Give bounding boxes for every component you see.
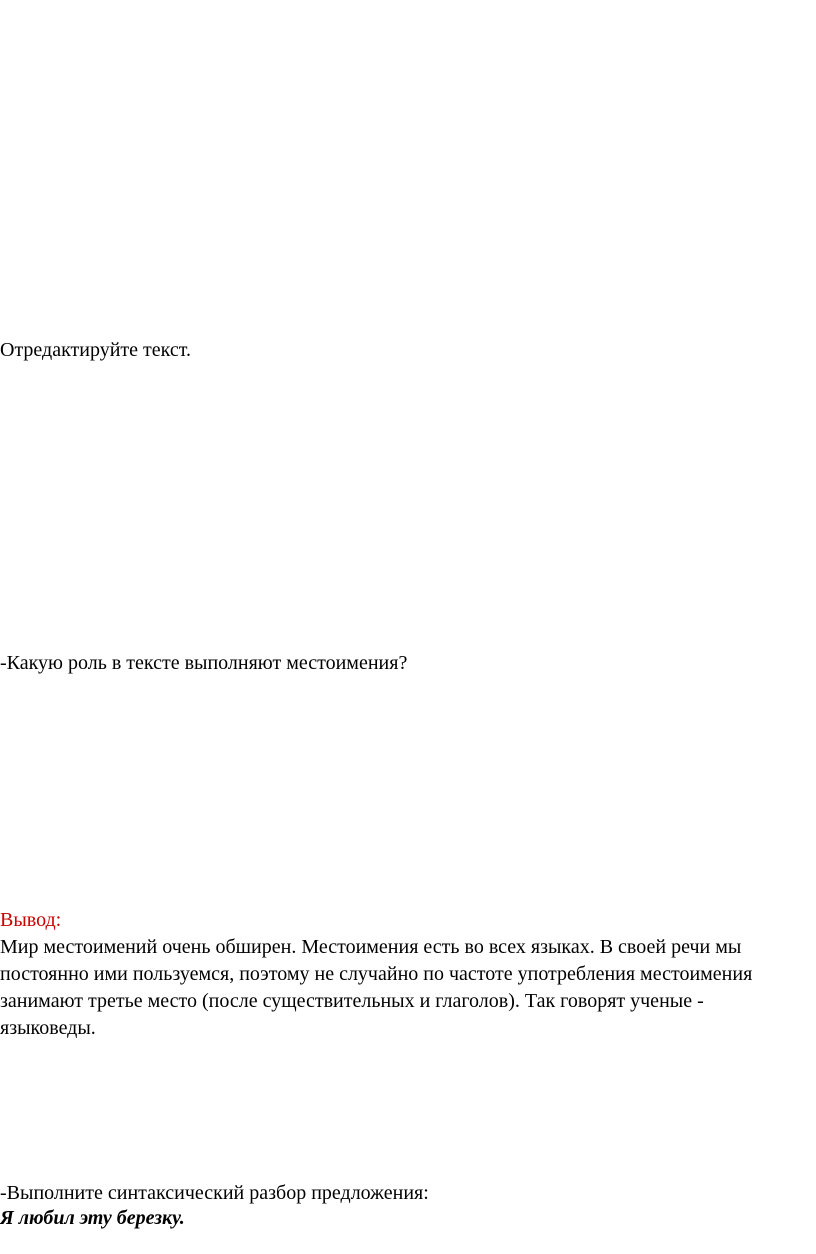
- conclusion-line: Мир местоимений очень обширен. Местоимения есть во всех языках. В своей речи мы: [0, 936, 742, 958]
- syntax-analysis-task: -Выполните синтаксический разбор предложения:: [0, 1182, 429, 1204]
- conclusion-heading: Вывод:: [0, 909, 62, 931]
- conclusion-line: постоянно ими пользуемся, поэтому не случайно по частоте употребления местоимения: [0, 963, 753, 985]
- edit-instruction-text: Отредактируйте текст.: [0, 339, 191, 361]
- conclusion-line: занимают третье место (после существительных и глаголов). Так говорят ученые -: [0, 990, 704, 1012]
- conclusion-paragraph: [0, 934, 800, 1042]
- sample-sentence: Я любил эту березку.: [0, 1207, 185, 1229]
- pronoun-role-question: -Какую роль в тексте выполняют местоимения?: [0, 652, 408, 674]
- conclusion-line: языковеды.: [0, 1017, 96, 1039]
